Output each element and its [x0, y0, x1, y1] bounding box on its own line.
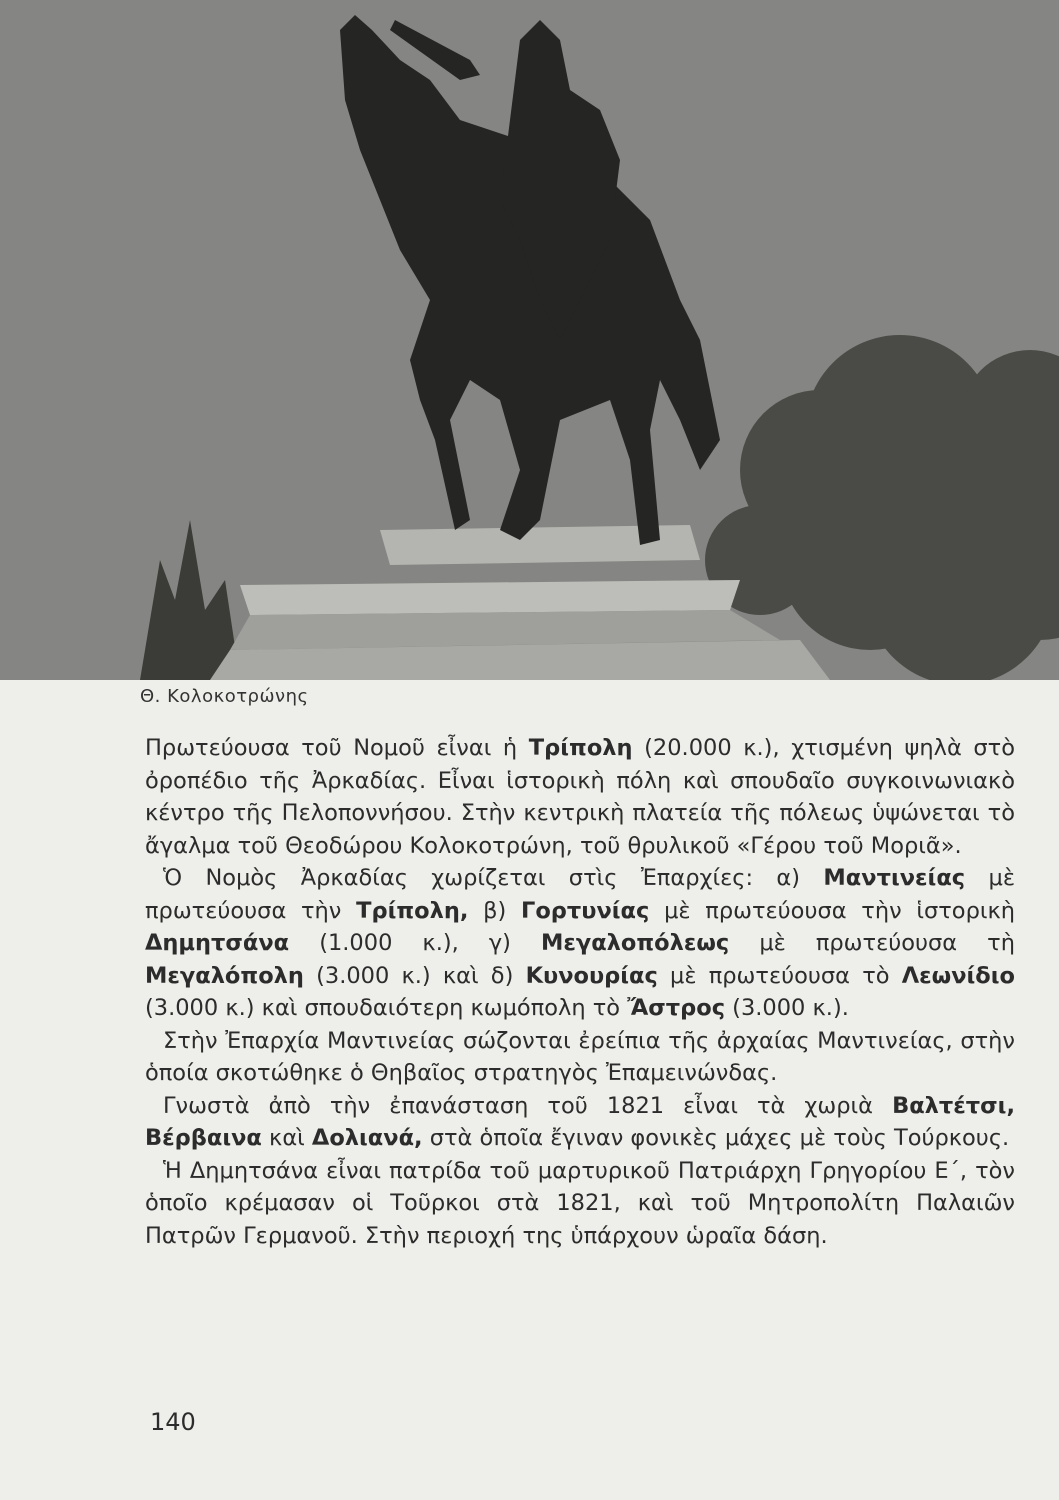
bold-term: Δημητσάνα [145, 930, 290, 956]
text-run: Ἡ Δημητσάνα εἶναι πατρίδα τοῦ μαρτυρικοῦ Πατριάρχη Γρηγορίου Ε΄, τὸν ὁποῖο κρέμασαν οἱ Τοῦρκοι στὰ 1821, καὶ τοῦ Μητροπολίτη Παλαιῶν Πατρῶν Γερμανοῦ. Στὴν περιοχή της ὑπάρχουν ὡραῖα δάση. [145, 1157, 1015, 1249]
bold-term: Μεγαλοπόλεως [540, 930, 730, 956]
paragraph [145, 1155, 1015, 1253]
bold-term: Ἄστρος [627, 995, 726, 1021]
bold-term: Δολιανά, [311, 1125, 423, 1151]
text-run: μὲ πρωτεύουσα τὴ [729, 930, 1015, 956]
text-run: μὲ πρωτεύουσα τὴν ἱστορικὴ [649, 897, 1015, 924]
text-run: μὲ πρωτεύουσα τὴν [145, 865, 1015, 924]
text-run: Πρωτεύουσα τοῦ Νομοῦ εἶναι ἡ [145, 735, 529, 761]
bold-term: Βαλτέτσι, Βέρβαινα [145, 1092, 1015, 1151]
text-run: (3.000 κ.). [725, 995, 849, 1021]
text-run: καὶ [261, 1125, 312, 1151]
bold-term: Τρίπολη, [356, 897, 469, 924]
bold-term: Λεωνίδιο [901, 962, 1015, 989]
paragraph [145, 1090, 1015, 1155]
text-run: μὲ πρωτεύουσα τὸ [657, 962, 902, 989]
text-run: β) [468, 897, 521, 924]
bold-term: Τρίπολη [528, 735, 633, 761]
text-run: στὰ ὁποῖα ἔγιναν φονικὲς μάχες μὲ τοὺς Τούρκους. [422, 1125, 1010, 1151]
bold-term: Μεγαλόπολη [145, 962, 304, 989]
photo-caption: Θ. Κολοκοτρώνης [140, 686, 309, 707]
text-run: Ὁ Νομὸς Ἀρκαδίας χωρίζεται στὶς Ἐπαρχίες: α) [163, 865, 824, 891]
body-text [145, 732, 1015, 1252]
statue-photo [0, 0, 1059, 680]
page-number: 140 [150, 1408, 196, 1436]
text-run: (1.000 κ.), γ) [289, 930, 541, 956]
paragraph [145, 1025, 1015, 1090]
text-run: (3.000 κ.) καὶ δ) [303, 962, 526, 989]
bold-term: Κυνουρίας [525, 962, 658, 989]
text-run: (20.000 κ.), χτισμένη ψηλὰ στὸ ὀροπέδιο τῆς Ἀρκαδίας. Εἶναι ἱστορικὴ πόλη καὶ σπουδαῖο συγκοινωνιακὸ κέντρο τῆς Πελοποννήσου. Στὴν κεντρικὴ πλατεία τῆς πόλεως ὑψώνεται τὸ ἄγαλμα τοῦ Θεοδώρου Κολοκοτρώνη, τοῦ θρυλικοῦ «Γέρου τοῦ Μοριᾶ». [145, 735, 1015, 859]
bold-term: Γορτυνίας [521, 897, 650, 924]
bold-term: Μαντινείας [823, 865, 966, 891]
text-run: Στὴν Ἐπαρχία Μαντινείας σώζονται ἐρείπια τῆς ἀρχαίας Μαντινείας, στὴν ὁποία σκοτώθηκε ὁ Θηβαῖος στρατηγὸς Ἐπαμεινώνδας. [145, 1027, 1015, 1086]
paragraph [145, 862, 1015, 1025]
paragraph [145, 732, 1015, 862]
text-run: (3.000 κ.) καὶ σπουδαιότερη κωμόπολη τὸ [145, 995, 628, 1021]
text-run: Γνωστὰ ἀπὸ τὴν ἐπανάσταση τοῦ 1821 εἶναι τὰ χωριὰ [163, 1092, 893, 1119]
